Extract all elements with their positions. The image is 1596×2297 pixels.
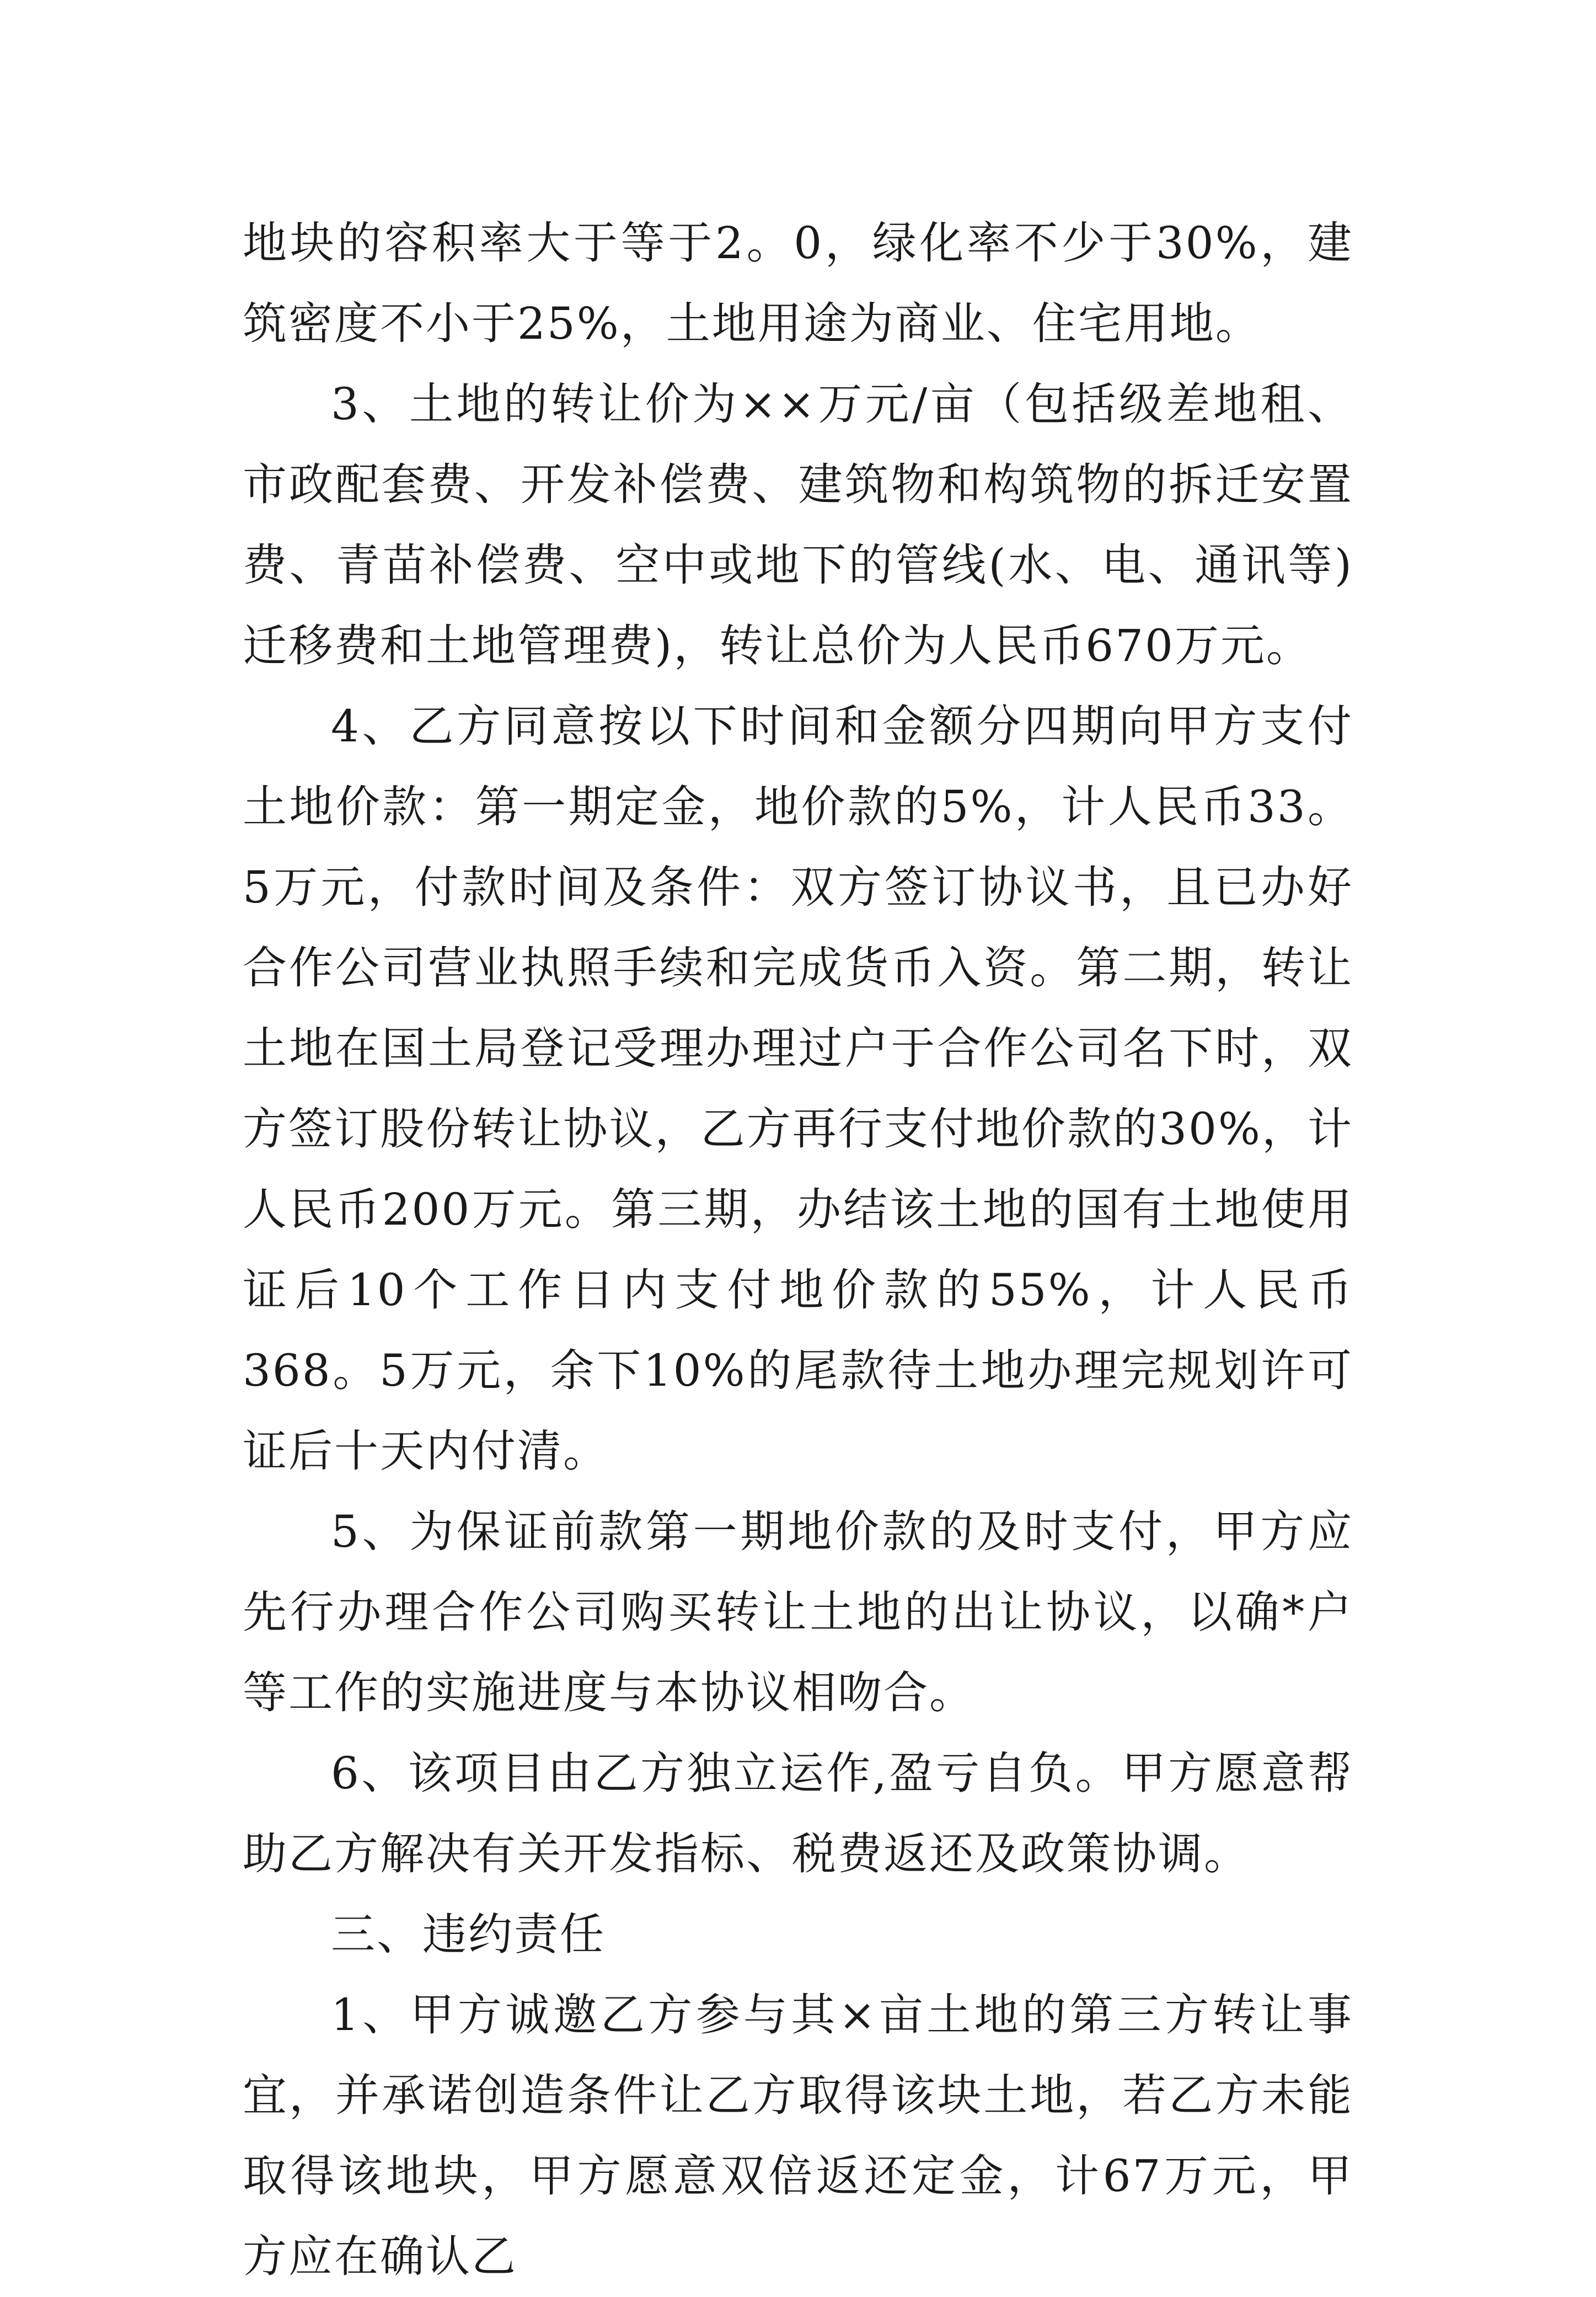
section-heading-liability: 三、违约责任: [331, 1909, 606, 1960]
paragraph-payment-schedule: 4、乙方同意按以下时间和金额分四期向甲方支付土地价款：第一期定金，地价款的5%，计人民币33。5万元，付款时间及条件：双方签订协议书，且已办好合作公司营业执照手续和完成货币入资。第二期，转让土地在国土局登记受理办理过户于合作公司名下时，双方签订股份转让协议，乙方再行支付地价款的30%，计人民币200万元。第三期，办结该土地的国有土地使用证后10个工作日内支付地价款的55%，计人民币368。5万元，余下10%的尾款待土地办理完规划许可证后十天内付清。: [243, 701, 1353, 1477]
paragraph-project-operation: 6、该项目由乙方独立运作,盈亏自负。甲方愿意帮助乙方解决有关开发指标、税费返还及政策协调。: [243, 1748, 1353, 1879]
paragraph-liability-1: 1、甲方诚邀乙方参与其×亩土地的第三方转让事宜，并承诺创造条件让乙方取得该块土地，若乙方未能取得该地块，甲方愿意双倍返还定金，计67万元，甲方应在确认乙: [243, 1989, 1353, 2282]
document-body: [243, 203, 1353, 2297]
paragraph-transfer-agreement: 5、为保证前款第一期地价款的及时支付，甲方应先行办理合作公司购买转让土地的出让协议，以确*户等工作的实施进度与本协议相吻合。: [243, 1506, 1353, 1718]
paragraph-land-ratio: 地块的容积率大于等于2。0，绿化率不少于30%，建筑密度不小于25%，土地用途为商业、住宅用地。: [243, 217, 1353, 349]
paragraph-transfer-price: 3、土地的转让价为××万元/亩（包括级差地租、市政配套费、开发补偿费、建筑物和构筑物的拆迁安置费、青苗补偿费、空中或地下的管线(水、电、通讯等)迁移费和土地管理费)，转让总价为人民币670万元。: [243, 378, 1353, 671]
